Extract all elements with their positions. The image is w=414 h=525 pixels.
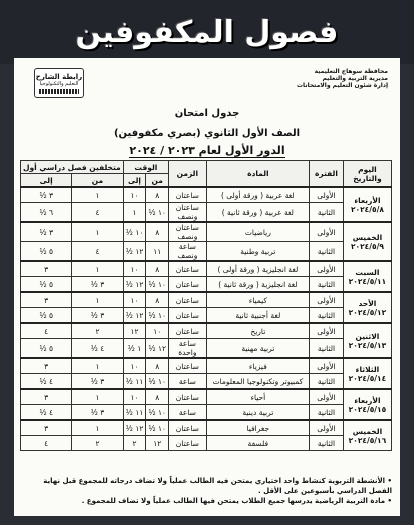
day-cell: الخميس ٢٠٢٤/٥/١٦ xyxy=(343,420,391,451)
duration-cell: ساعتان xyxy=(169,261,207,277)
period-cell: الأولى xyxy=(310,261,344,277)
session-title xyxy=(94,144,320,157)
col-blind: متخلفين فصل دراسي أول xyxy=(21,161,124,174)
to-cell: ١ ½ xyxy=(123,339,146,359)
duration-cell: ساعتان xyxy=(169,292,207,308)
period-cell: الأولى xyxy=(310,358,344,374)
duration-cell: ساعة واحدة xyxy=(169,339,207,359)
day-cell: الخميس ٢٠٢٤/٥/٩ xyxy=(343,222,391,261)
from-cell: ١١ xyxy=(146,242,169,262)
b-to-cell: ٤ xyxy=(21,436,72,451)
duration-cell: ساعتان ونصف xyxy=(169,222,207,242)
table-row xyxy=(21,420,392,436)
b-from-cell: ١ xyxy=(72,222,123,242)
table-row xyxy=(21,308,392,324)
subject-cell: تربية مهنية xyxy=(206,339,309,359)
exam-table xyxy=(20,160,392,451)
b-to-cell: ٣ xyxy=(21,292,72,308)
col-blind-from: من xyxy=(72,174,123,188)
duration-cell: ساعة xyxy=(169,374,207,390)
header-line: إدارة شئون التعليم والامتحانات xyxy=(297,82,388,89)
duration-cell: ساعتان xyxy=(169,436,207,451)
from-cell: ١٠ ½ xyxy=(146,277,169,293)
b-to-cell: ٥ ½ xyxy=(21,339,72,359)
subject-cell: لغة أجنبية ثانية xyxy=(206,308,309,324)
subject-cell: كمبيوتر وتكنولوجيا المعلومات xyxy=(206,374,309,390)
col-time: الوقت xyxy=(123,161,168,174)
duration-cell: ساعتان ونصف xyxy=(169,203,207,223)
period-cell: الأولى xyxy=(310,292,344,308)
period-cell: الأولى xyxy=(310,187,344,203)
table-row xyxy=(21,405,392,421)
table-row xyxy=(21,389,392,405)
subject-cell: لغة انجليزية ( ورقة ثانية ) xyxy=(206,277,309,293)
table-row xyxy=(21,292,392,308)
logo-line2: التعليم والتكنولوجيا xyxy=(39,80,79,87)
ministry-header xyxy=(296,68,388,89)
col-subject: المادة xyxy=(206,161,309,188)
period-cell: الثانية xyxy=(310,277,344,293)
to-cell: ١٢ xyxy=(123,323,146,339)
day-cell: الأحد ٢٠٢٤/٥/١٢ xyxy=(343,292,391,323)
b-from-cell: ٤ xyxy=(72,242,123,262)
b-to-cell: ٥ ½ xyxy=(21,242,72,262)
to-cell: ١٠ ½ xyxy=(123,222,146,242)
period-cell: الثانية xyxy=(310,203,344,223)
col-from: من xyxy=(146,174,169,188)
subject-cell: تربية وطنية xyxy=(206,242,309,262)
to-cell: ١٠ xyxy=(123,292,146,308)
table-row xyxy=(21,261,392,277)
day-cell: الاثنين ٢٠٢٤/٥/١٣ xyxy=(343,323,391,358)
from-cell: ٨ xyxy=(146,358,169,374)
from-cell: ١٠ ½ xyxy=(146,405,169,421)
table-row xyxy=(21,242,392,262)
header-line: محافظة سوهاج التعليمية xyxy=(314,68,388,75)
from-cell: ١٢ ½ xyxy=(146,339,169,359)
logo-line1: رابطة الشارح xyxy=(35,72,83,81)
b-to-cell: ٣ xyxy=(21,261,72,277)
subject-cell: كيمياء xyxy=(206,292,309,308)
to-cell: ١ xyxy=(123,203,146,223)
from-cell: ١٠ ½ xyxy=(146,420,169,436)
col-duration: الزمن xyxy=(169,161,207,188)
duration-cell: ساعتان xyxy=(169,420,207,436)
subject-cell: فيزياء xyxy=(206,358,309,374)
period-cell: الثانية xyxy=(310,374,344,390)
exam-table-body xyxy=(21,187,392,451)
day-cell: السبت ٢٠٢٤/٥/١١ xyxy=(343,261,391,292)
to-cell: ١٠ xyxy=(123,261,146,277)
subject-cell: فلسفة xyxy=(206,436,309,451)
day-cell: الأربعاء ٢٠٢٤/٥/٨ xyxy=(343,187,391,222)
duration-cell: ساعة ونصف xyxy=(169,242,207,262)
from-cell: ٨ xyxy=(146,261,169,277)
to-cell: ١٢ ½ xyxy=(123,242,146,262)
table-row xyxy=(21,358,392,374)
to-cell: ١٠ xyxy=(123,389,146,405)
period-cell: الأولى xyxy=(310,389,344,405)
table-row xyxy=(21,222,392,242)
duration-cell: ساعتان xyxy=(169,389,207,405)
b-to-cell: ٣ xyxy=(21,420,72,436)
col-day: اليوم والتاريخ xyxy=(343,161,391,188)
logo-pattern xyxy=(39,89,79,94)
grade-title: الصف الأول الثانوي (بصري مكفوفين) xyxy=(113,128,301,139)
subject-cell: لغة عربية ( ورقة أولى ) xyxy=(206,187,309,203)
subject-cell: لغة عربية ( ورقة ثانية ) xyxy=(206,203,309,223)
to-cell: ١١ ½ xyxy=(123,374,146,390)
b-to-cell: ٣ xyxy=(21,358,72,374)
to-cell: ١٠ xyxy=(123,358,146,374)
subject-cell: تربية دينية xyxy=(206,405,309,421)
to-cell: ٢ xyxy=(123,436,146,451)
period-cell: الأولى xyxy=(310,222,344,242)
b-to-cell: ٥ ½ xyxy=(21,277,72,293)
b-from-cell: ١ xyxy=(72,187,123,203)
b-from-cell: ١ xyxy=(72,261,123,277)
from-cell: ١٠ ½ xyxy=(146,203,169,223)
table-row xyxy=(21,323,392,339)
exam-schedule-document xyxy=(14,58,400,516)
col-to: إلى xyxy=(123,174,146,188)
to-cell: ١٢ ½ xyxy=(123,308,146,324)
table-row xyxy=(21,436,392,451)
duration-cell: ساعتان xyxy=(169,358,207,374)
table-row xyxy=(21,339,392,359)
b-to-cell: ٤ xyxy=(21,323,72,339)
b-from-cell: ٤ ½ xyxy=(72,339,123,359)
from-cell: ١٢ xyxy=(146,436,169,451)
duration-cell: ساعتان xyxy=(169,187,207,203)
table-row xyxy=(21,374,392,390)
note-item: • الأنشطة التربوية كنشاط واحد اختياري يمتحن فيه الطالب عملياً ولا تضاف درجاته للمجموع قبل نهاية الفصل الدراسي بأسبوعين على الأقل . xyxy=(43,477,392,495)
banner-title: فصول المكفوفين xyxy=(75,14,339,50)
b-from-cell: ١ xyxy=(72,292,123,308)
duration-cell: ساعة xyxy=(169,405,207,421)
from-cell: ١٠ ½ xyxy=(146,374,169,390)
col-period: الفترة xyxy=(310,161,344,188)
b-from-cell: ٢ xyxy=(72,323,123,339)
period-cell: الثانية xyxy=(310,242,344,262)
b-from-cell: ٣ ½ xyxy=(72,374,123,390)
day-cell: الأربعاء ٢٠٢٤/٥/١٥ xyxy=(343,389,391,420)
duration-cell: ساعتان xyxy=(169,277,207,293)
b-to-cell: ٥ ½ xyxy=(21,308,72,324)
b-from-cell: ١ xyxy=(72,358,123,374)
period-cell: الأولى xyxy=(310,420,344,436)
title-banner xyxy=(0,0,414,64)
duration-cell: ساعتان xyxy=(169,308,207,324)
to-cell: ١٠ xyxy=(123,187,146,203)
period-cell: الأولى xyxy=(310,323,344,339)
b-to-cell: ٣ xyxy=(21,389,72,405)
from-cell: ٨ xyxy=(146,389,169,405)
period-cell: الثانية xyxy=(310,405,344,421)
duration-cell: ساعتان xyxy=(169,323,207,339)
logo xyxy=(34,68,84,98)
notes xyxy=(22,476,392,506)
from-cell: ١٠ xyxy=(146,323,169,339)
to-cell: ١٢ ½ xyxy=(123,277,146,293)
b-from-cell: ٣ ½ xyxy=(72,308,123,324)
b-to-cell: ٦ ½ xyxy=(21,203,72,223)
period-cell: الثانية xyxy=(310,339,344,359)
subject-cell: رياضيات xyxy=(206,222,309,242)
period-cell: الثانية xyxy=(310,308,344,324)
col-blind-to: إلى xyxy=(21,174,72,188)
b-from-cell: ٢ xyxy=(72,436,123,451)
b-from-cell: ٣ ½ xyxy=(72,277,123,293)
b-to-cell: ٣ ½ xyxy=(21,187,72,203)
b-from-cell: ١ xyxy=(72,389,123,405)
subject-cell: جغرافيا xyxy=(206,420,309,436)
to-cell: ١١ ½ xyxy=(123,405,146,421)
subject-cell: أحياء xyxy=(206,389,309,405)
b-from-cell: ٤ xyxy=(72,203,123,223)
doc-title: جدول امتحان xyxy=(174,108,240,119)
b-to-cell: ٤ ½ xyxy=(21,405,72,421)
table-row xyxy=(21,277,392,293)
to-cell: ١٢ ½ xyxy=(123,420,146,436)
table-row xyxy=(21,203,392,223)
session-title-text: الدور الأول لعام ٢٠٢٣ / ٢٠٢٤ xyxy=(129,144,285,157)
subject-cell: تاريخ xyxy=(206,323,309,339)
b-to-cell: ٤ ½ xyxy=(21,374,72,390)
from-cell: ٨ xyxy=(146,187,169,203)
day-cell: الثلاثاء ٢٠٢٤/٥/١٤ xyxy=(343,358,391,389)
note-item: • مادة التربية الرياضية يدرسها جميع الطلاب يمتحن فيها الطالب عملياً ولا تضاف للمجموع . xyxy=(81,497,392,505)
period-cell: الثانية xyxy=(310,436,344,451)
from-cell: ٨ xyxy=(146,292,169,308)
subject-cell: لغة انجليزية ( ورقة أولى ) xyxy=(206,261,309,277)
b-from-cell: ٣ ½ xyxy=(72,405,123,421)
b-from-cell: ١ xyxy=(72,420,123,436)
from-cell: ٨ xyxy=(146,222,169,242)
b-to-cell: ٣ ½ xyxy=(21,222,72,242)
header-line: مديرية التربية والتعليم xyxy=(322,75,388,82)
table-row xyxy=(21,187,392,203)
from-cell: ١٠ ½ xyxy=(146,308,169,324)
